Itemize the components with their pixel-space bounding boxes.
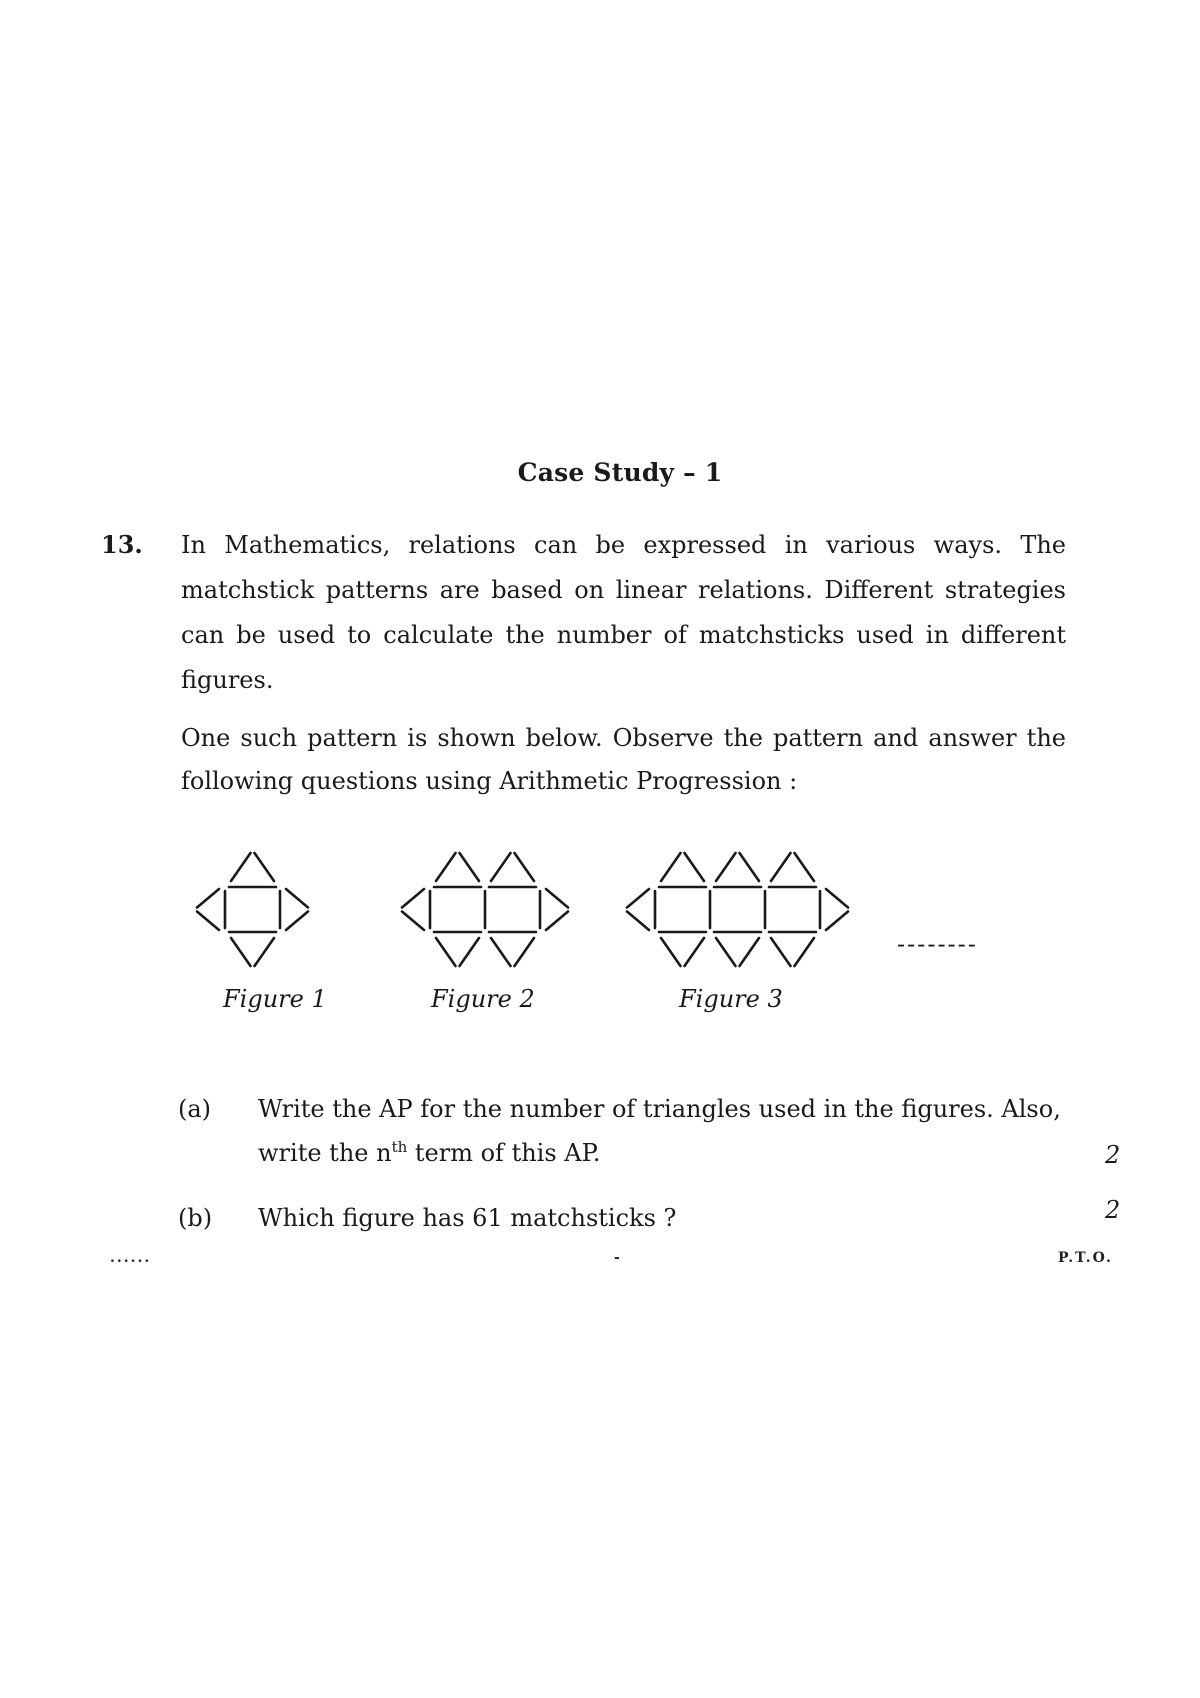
matchstick-8 <box>716 853 736 881</box>
matchstick-3 <box>460 853 480 881</box>
footer-page-number: - <box>614 1250 622 1266</box>
matchstick-23 <box>627 912 649 931</box>
part-a-text <box>258 1087 1078 1175</box>
matchstick-8 <box>197 889 219 908</box>
figure-3-pattern <box>615 845 868 979</box>
matchstick-16 <box>771 938 791 966</box>
part-a-line-2-post: term of this AP. <box>407 1139 601 1167</box>
question-number: 13. <box>101 530 143 559</box>
pattern-continuation-dashes: -------- <box>897 930 978 958</box>
matchstick-14 <box>771 853 791 881</box>
matchstick-svg <box>615 845 868 975</box>
matchstick-16 <box>402 912 424 931</box>
part-a-label: (a) <box>178 1095 212 1123</box>
matchstick-9 <box>515 853 535 881</box>
nth-superscript: th <box>391 1138 408 1156</box>
part-a-line-1: Write the AP for the number of triangles used in the figures. Also, <box>258 1095 1061 1123</box>
matchstick-10 <box>286 889 308 908</box>
matchstick-10 <box>716 938 736 966</box>
matchstick-5 <box>255 938 275 966</box>
matchstick-2 <box>661 853 681 881</box>
matchstick-2 <box>231 853 251 881</box>
matchstick-svg <box>185 845 328 975</box>
matchstick-5 <box>460 938 480 966</box>
footer-code: ...... <box>110 1250 152 1266</box>
matchstick-4 <box>231 938 251 966</box>
matchstick-11 <box>515 938 535 966</box>
matchstick-25 <box>826 912 848 931</box>
figure-2-pattern <box>390 845 588 979</box>
matchstick-10 <box>491 938 511 966</box>
matchstick-figures <box>185 845 1035 1035</box>
part-a-line-2-pre: write the n <box>258 1139 392 1167</box>
figure-1-pattern <box>185 845 328 979</box>
figure-1-caption: Figure 1 <box>223 985 327 1013</box>
matchstick-15 <box>795 853 815 881</box>
matchstick-svg <box>390 845 588 975</box>
case-study-heading: Case Study – 1 <box>517 458 723 487</box>
matchstick-8 <box>491 853 511 881</box>
footer-pto: P.T.O. <box>1058 1250 1113 1266</box>
matchstick-5 <box>685 938 705 966</box>
matchstick-4 <box>436 938 456 966</box>
matchstick-22 <box>627 889 649 908</box>
matchstick-9 <box>197 912 219 931</box>
matchstick-4 <box>661 938 681 966</box>
question-paragraph-1: In Mathematics, relations can be expressed in various ways. The matchstick patterns are based on linear relations. Different strategies can be used to calculate the number of matchsticks used in different figures. <box>181 531 1066 694</box>
matchstick-11 <box>286 912 308 931</box>
matchstick-18 <box>546 912 568 931</box>
part-b-label: (b) <box>178 1204 213 1232</box>
question-paragraph-2: One such pattern is shown below. Observe the pattern and answer the following questions using Arithmetic Progression : <box>181 724 1066 795</box>
matchstick-2 <box>436 853 456 881</box>
figure-2-caption: Figure 2 <box>431 985 535 1013</box>
part-a-marks: 2 <box>1105 1141 1121 1169</box>
matchstick-3 <box>685 853 705 881</box>
part-b-marks: 2 <box>1105 1196 1121 1224</box>
matchstick-3 <box>255 853 275 881</box>
matchstick-17 <box>795 938 815 966</box>
part-b-text: Which figure has 61 matchsticks ? <box>258 1204 677 1232</box>
matchstick-9 <box>740 853 760 881</box>
matchstick-17 <box>546 889 568 908</box>
figure-3-caption: Figure 3 <box>679 985 783 1013</box>
part-a-line-2 <box>258 1131 1078 1175</box>
matchstick-11 <box>740 938 760 966</box>
matchstick-24 <box>826 889 848 908</box>
matchstick-15 <box>402 889 424 908</box>
